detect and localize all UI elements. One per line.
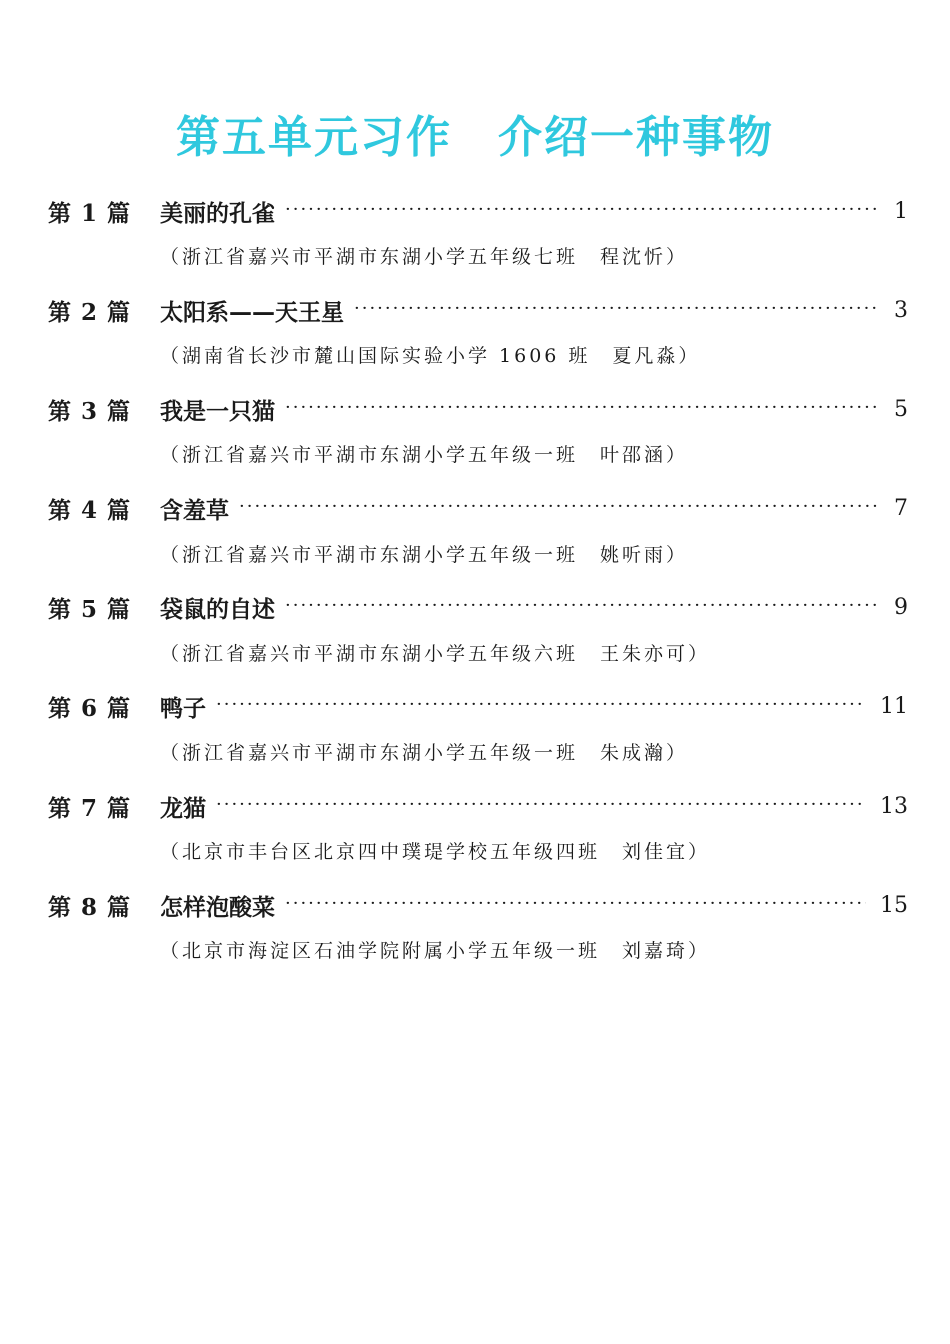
entry-author: （浙江省嘉兴市平湖市东湖小学五年级六班 王朱亦可） xyxy=(160,642,711,665)
dot-leader xyxy=(285,397,878,418)
dot-leader xyxy=(354,298,878,319)
entry-author: （北京市海淀区石油学院附属小学五年级一班 刘嘉琦） xyxy=(160,940,711,963)
toc-entry-line[interactable] xyxy=(48,287,908,333)
entry-author: （浙江省嘉兴市平湖市东湖小学五年级一班 叶邵涵） xyxy=(160,444,689,467)
entry-number: 第 7 篇 xyxy=(48,794,132,822)
dot-leader xyxy=(216,694,866,715)
entry-title: 美丽的孔雀 xyxy=(160,200,275,227)
entry-title: 含羞草 xyxy=(160,498,229,525)
toc-entry xyxy=(48,585,908,684)
entry-page-number: 5 xyxy=(894,396,908,422)
entry-author: （湖南省长沙市麓山国际实验小学 1606 班 夏凡淼） xyxy=(160,345,701,368)
entry-author: （北京市丰台区北京四中璞瑅学校五年级四班 刘佳宜） xyxy=(160,841,711,864)
dot-leader xyxy=(239,496,878,517)
entry-number: 第 3 篇 xyxy=(48,397,132,425)
entry-page-number: 1 xyxy=(894,198,908,224)
entry-number: 第 8 篇 xyxy=(48,893,132,921)
toc-entry xyxy=(48,882,908,981)
entry-number: 第 4 篇 xyxy=(48,497,132,525)
entry-number: 第 2 篇 xyxy=(48,298,132,326)
toc-entry-line[interactable] xyxy=(48,188,908,234)
dot-leader xyxy=(285,893,866,914)
entry-page-number: 13 xyxy=(880,793,908,819)
toc-entry-line[interactable] xyxy=(48,585,908,631)
entry-title: 龙猫 xyxy=(160,795,206,822)
toc-entry xyxy=(48,386,908,485)
dot-leader xyxy=(285,199,878,220)
entry-page-number: 3 xyxy=(894,297,908,323)
entry-title: 袋鼠的自述 xyxy=(160,597,275,624)
entry-title: 鸭子 xyxy=(160,696,206,723)
entry-number: 第 6 篇 xyxy=(48,695,132,723)
page-title: 第五单元习作 介绍一种事物 xyxy=(176,112,774,163)
toc-entry xyxy=(48,684,908,783)
entry-author: （浙江省嘉兴市平湖市东湖小学五年级一班 朱成瀚） xyxy=(160,741,689,764)
toc-entry xyxy=(48,783,908,882)
entry-title: 怎样泡酸菜 xyxy=(160,894,275,921)
toc-entry-line[interactable] xyxy=(48,386,908,432)
entry-title: 太阳系——天王星 xyxy=(160,299,344,326)
entry-number: 第 1 篇 xyxy=(48,199,132,227)
entry-author: （浙江省嘉兴市平湖市东湖小学五年级一班 姚听雨） xyxy=(160,543,689,566)
toc-entry xyxy=(48,486,908,585)
toc-entry-line[interactable] xyxy=(48,684,908,730)
dot-leader xyxy=(216,794,866,815)
toc-entry-line[interactable] xyxy=(48,486,908,532)
table-of-contents xyxy=(48,188,908,982)
toc-entry xyxy=(48,287,908,386)
entry-page-number: 7 xyxy=(894,496,908,522)
entry-page-number: 9 xyxy=(894,595,908,621)
entry-page-number: 11 xyxy=(880,694,908,720)
entry-title: 我是一只猫 xyxy=(160,398,275,425)
toc-entry-line[interactable] xyxy=(48,783,908,829)
entry-number: 第 5 篇 xyxy=(48,596,132,624)
dot-leader xyxy=(285,595,878,616)
toc-entry xyxy=(48,188,908,287)
toc-entry-line[interactable] xyxy=(48,882,908,928)
entry-page-number: 15 xyxy=(880,892,908,918)
entry-author: （浙江省嘉兴市平湖市东湖小学五年级七班 程沈忻） xyxy=(160,246,689,268)
